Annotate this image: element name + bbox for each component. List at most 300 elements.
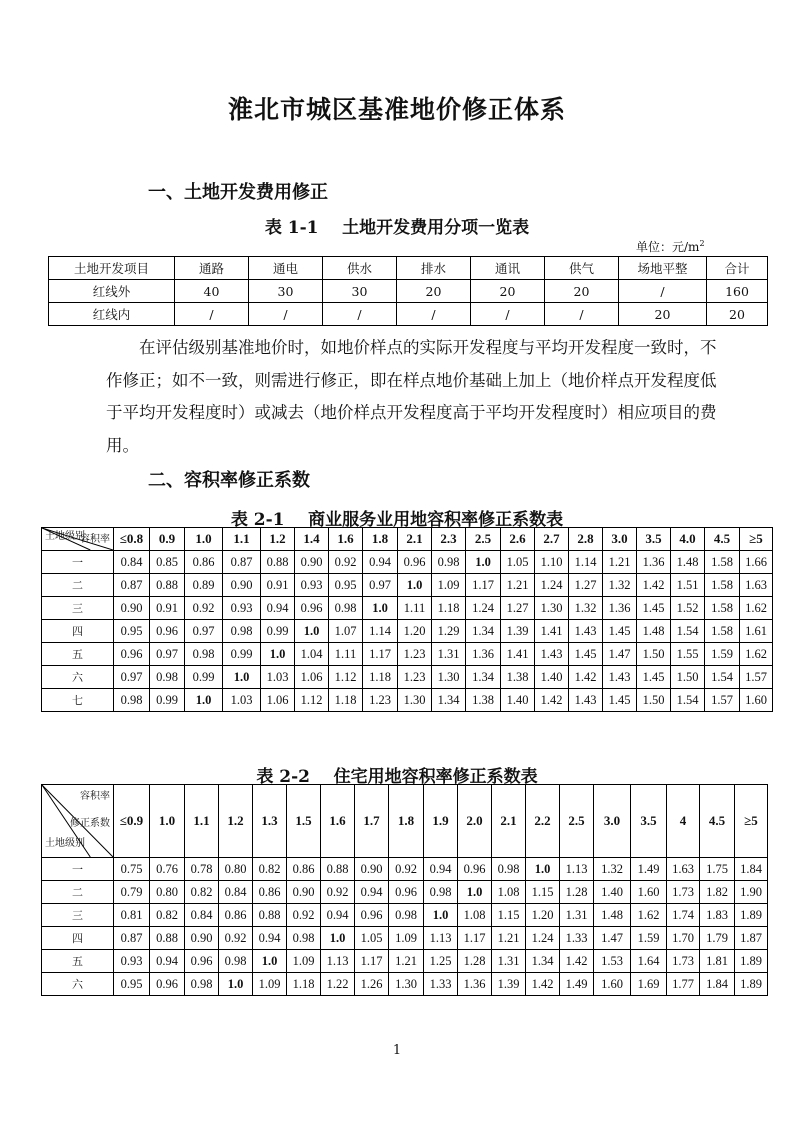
table-cell: 0.92 — [219, 927, 253, 950]
table-cell: 1.83 — [700, 904, 735, 927]
table-cell: 0.88 — [321, 858, 355, 881]
table-cell: 0.93 — [295, 574, 329, 597]
table-cell: / — [471, 303, 545, 326]
table-cell: 1.70 — [667, 927, 700, 950]
column-header: 2.8 — [569, 528, 603, 551]
table-cell: 1.38 — [501, 666, 535, 689]
table-cell: 1.60 — [740, 689, 773, 712]
table-cell: 1.45 — [569, 643, 603, 666]
column-header: 1.2 — [261, 528, 295, 551]
table-cell: 1.24 — [535, 574, 569, 597]
table-cell: 0.96 — [295, 597, 329, 620]
table-cell: 1.58 — [705, 597, 740, 620]
table-2-1-body — [42, 528, 773, 712]
column-header: 通电 — [249, 257, 323, 280]
land-grade-label: 六 — [42, 666, 114, 689]
table-cell: 0.98 — [223, 620, 261, 643]
corner-label-land-grade: 土地级别 — [45, 531, 85, 542]
paragraph-text: 在评估级别基准地价时，如地价样点的实际开发程度与平均开发程度一致时，不作修正；如不一致，则需进行修正，即在样点地价基础上加上（地价样点开发程度低于平均开发程度时）或减去（地价样点开发程度高于平均开发程度时）相应项目的费用。 — [106, 338, 717, 455]
column-header: 1.0 — [185, 528, 223, 551]
table-cell: 0.81 — [114, 904, 150, 927]
table-cell: 1.0 — [261, 643, 295, 666]
land-grade-label: 一 — [42, 551, 114, 574]
table-cell: 1.15 — [526, 881, 560, 904]
table-cell: 1.42 — [535, 689, 569, 712]
table-cell: 0.90 — [223, 574, 261, 597]
table-cell: 1.20 — [526, 904, 560, 927]
table-cell: 1.45 — [603, 620, 637, 643]
table-cell: 0.90 — [185, 927, 219, 950]
table-row — [42, 858, 768, 881]
table-cell: 160 — [707, 280, 768, 303]
table-cell: 0.80 — [219, 858, 253, 881]
table-cell: 0.88 — [261, 551, 295, 574]
table-row — [49, 303, 768, 326]
table-cell: 1.24 — [526, 927, 560, 950]
table-cell: 1.89 — [735, 904, 768, 927]
land-grade-label: 三 — [42, 904, 114, 927]
table-cell: 1.03 — [223, 689, 261, 712]
table-header-row — [42, 785, 768, 858]
table-cell: 1.58 — [705, 551, 740, 574]
table-cell: 1.40 — [535, 666, 569, 689]
column-header: 通讯 — [471, 257, 545, 280]
table-2-2-caption: 表 2-2 住宅用地容积率修正系数表 — [256, 767, 538, 787]
table-cell: 0.97 — [185, 620, 223, 643]
column-header: 2.5 — [560, 785, 594, 858]
table-cell: 1.39 — [501, 620, 535, 643]
table-cell: 1.40 — [594, 881, 631, 904]
table-cell: / — [545, 303, 619, 326]
table-cell: 0.99 — [261, 620, 295, 643]
table-cell: 1.59 — [631, 927, 667, 950]
column-header: 合计 — [707, 257, 768, 280]
table-cell: 1.17 — [355, 950, 389, 973]
table-cell: 1.62 — [631, 904, 667, 927]
table-cell: 1.25 — [424, 950, 458, 973]
table-cell: 1.30 — [535, 597, 569, 620]
table-cell: 0.97 — [363, 574, 398, 597]
table-cell: 1.17 — [363, 643, 398, 666]
column-header: ≥5 — [740, 528, 773, 551]
table-row — [42, 881, 768, 904]
column-header: 3.0 — [594, 785, 631, 858]
table-cell: 1.0 — [458, 881, 492, 904]
table-row — [42, 904, 768, 927]
table-1-1-caption: 表 1-1 土地开发费用分项一览表 — [264, 218, 530, 238]
table-cell: 1.0 — [424, 904, 458, 927]
column-header: 2.3 — [432, 528, 466, 551]
table-row — [42, 950, 768, 973]
table-cell: 20 — [707, 303, 768, 326]
table-cell: 0.84 — [114, 551, 150, 574]
table-cell: 1.09 — [253, 973, 287, 996]
table-cell: 0.93 — [223, 597, 261, 620]
land-grade-label: 二 — [42, 881, 114, 904]
diagonal-header-cell — [42, 785, 114, 858]
table-cell: 1.06 — [261, 689, 295, 712]
table-cell: 0.96 — [114, 643, 150, 666]
page-number: 1 — [392, 1043, 402, 1058]
table-cell: 1.60 — [594, 973, 631, 996]
table-cell: 1.09 — [287, 950, 321, 973]
table-cell: 0.82 — [253, 858, 287, 881]
table-cell: 1.07 — [329, 620, 363, 643]
commercial-far-correction-table — [41, 527, 773, 712]
table-cell: 1.63 — [667, 858, 700, 881]
table-cell: 20 — [471, 280, 545, 303]
table-cell: 0.96 — [150, 620, 185, 643]
column-header: 供气 — [545, 257, 619, 280]
table-cell: 1.10 — [535, 551, 569, 574]
table-cell: 1.57 — [740, 666, 773, 689]
table-cell: 1.54 — [671, 620, 705, 643]
table-cell: 1.42 — [569, 666, 603, 689]
table-cell: 1.90 — [735, 881, 768, 904]
table-cell: 1.28 — [458, 950, 492, 973]
table-cell: 1.57 — [705, 689, 740, 712]
table-row — [42, 973, 768, 996]
column-header: ≥5 — [735, 785, 768, 858]
table-cell: 1.30 — [389, 973, 424, 996]
column-header: 3.0 — [603, 528, 637, 551]
table-cell: 0.98 — [185, 643, 223, 666]
table-cell: 0.88 — [150, 574, 185, 597]
table-cell: 1.54 — [671, 689, 705, 712]
table-cell: 1.50 — [637, 643, 671, 666]
table-cell: 0.98 — [492, 858, 526, 881]
unit-label — [636, 238, 705, 255]
table-1-body — [49, 257, 768, 326]
table-cell: 1.74 — [667, 904, 700, 927]
table-cell: 20 — [619, 303, 707, 326]
table-cell: 1.34 — [466, 666, 501, 689]
table-cell: 1.42 — [560, 950, 594, 973]
table-cell: 0.90 — [114, 597, 150, 620]
table-cell: 0.89 — [185, 574, 223, 597]
table-cell: 1.31 — [560, 904, 594, 927]
table-cell: 1.11 — [398, 597, 432, 620]
column-header: 1.8 — [389, 785, 424, 858]
table-cell: 1.53 — [594, 950, 631, 973]
table-cell: 1.61 — [740, 620, 773, 643]
table-cell: 0.86 — [219, 904, 253, 927]
table-cell: 1.50 — [637, 689, 671, 712]
column-header: 1.8 — [363, 528, 398, 551]
land-grade-label: 一 — [42, 858, 114, 881]
table-cell: 1.22 — [321, 973, 355, 996]
land-grade-label: 五 — [42, 643, 114, 666]
table-cell: 0.90 — [287, 881, 321, 904]
table-cell: 1.08 — [458, 904, 492, 927]
table-cell: 1.0 — [253, 950, 287, 973]
table-cell: 1.30 — [432, 666, 466, 689]
table-cell: 0.98 — [432, 551, 466, 574]
corner-label-far: 容积率 — [80, 791, 110, 802]
column-header: ≤0.9 — [114, 785, 150, 858]
table-cell: 0.90 — [355, 858, 389, 881]
table-cell: 1.23 — [398, 666, 432, 689]
table-cell: 0.76 — [150, 858, 185, 881]
column-header: 2.0 — [458, 785, 492, 858]
table-cell: 1.66 — [740, 551, 773, 574]
table-cell: 1.40 — [501, 689, 535, 712]
table-cell: 1.0 — [363, 597, 398, 620]
table-cell: 1.32 — [594, 858, 631, 881]
row-label: 红线外 — [49, 280, 175, 303]
table-cell: 0.93 — [114, 950, 150, 973]
column-header: 3.5 — [631, 785, 667, 858]
table-cell: 1.05 — [501, 551, 535, 574]
table-cell: 1.30 — [398, 689, 432, 712]
table-cell: 1.09 — [389, 927, 424, 950]
land-grade-label: 四 — [42, 927, 114, 950]
table-cell: 1.77 — [667, 973, 700, 996]
table-cell: 1.12 — [329, 666, 363, 689]
column-header: 2.1 — [398, 528, 432, 551]
table-row — [42, 643, 773, 666]
unit-superscript: 2 — [699, 239, 705, 248]
table-cell: 1.43 — [603, 666, 637, 689]
column-header: 2.2 — [526, 785, 560, 858]
column-header: 1.1 — [185, 785, 219, 858]
table-cell: 1.0 — [295, 620, 329, 643]
column-header: 土地开发项目 — [49, 257, 175, 280]
column-header: 4.5 — [705, 528, 740, 551]
table-cell: 1.73 — [667, 881, 700, 904]
land-grade-label: 二 — [42, 574, 114, 597]
table-cell: 1.0 — [398, 574, 432, 597]
table-cell: 1.28 — [560, 881, 594, 904]
table-cell: 0.79 — [114, 881, 150, 904]
table-cell: 1.14 — [569, 551, 603, 574]
table-cell: 1.42 — [637, 574, 671, 597]
column-header: 4.5 — [700, 785, 735, 858]
table-row — [42, 689, 773, 712]
table-cell: 0.85 — [150, 551, 185, 574]
table-cell: 0.98 — [329, 597, 363, 620]
table-cell: 1.17 — [458, 927, 492, 950]
table-cell: 1.23 — [398, 643, 432, 666]
column-header: 2.5 — [466, 528, 501, 551]
table-cell: 0.84 — [219, 881, 253, 904]
table-cell: 1.21 — [501, 574, 535, 597]
table-cell: 1.43 — [569, 689, 603, 712]
table-header-row — [42, 528, 773, 551]
table-cell: 0.87 — [223, 551, 261, 574]
table-cell: 1.0 — [526, 858, 560, 881]
table-cell: 0.91 — [150, 597, 185, 620]
table-cell: 1.09 — [432, 574, 466, 597]
column-header: 1.7 — [355, 785, 389, 858]
table-cell: 0.96 — [389, 881, 424, 904]
table-cell: 0.98 — [150, 666, 185, 689]
table-cell: 0.96 — [398, 551, 432, 574]
column-header: 0.9 — [150, 528, 185, 551]
table-cell: 1.08 — [492, 881, 526, 904]
table-cell: 0.94 — [150, 950, 185, 973]
table-cell: / — [397, 303, 471, 326]
table-cell: 0.98 — [185, 973, 219, 996]
table-cell: 0.98 — [424, 881, 458, 904]
table-cell: 1.03 — [261, 666, 295, 689]
column-header: 4.0 — [671, 528, 705, 551]
table-cell: 0.78 — [185, 858, 219, 881]
corner-label-land-grade: 土地级别 — [45, 838, 85, 849]
table-cell: 1.48 — [594, 904, 631, 927]
table-cell: 20 — [545, 280, 619, 303]
land-grade-label: 六 — [42, 973, 114, 996]
table-cell: 0.98 — [389, 904, 424, 927]
table-cell: 1.59 — [705, 643, 740, 666]
table-cell: 1.0 — [219, 973, 253, 996]
column-header: 1.6 — [321, 785, 355, 858]
table-cell: 1.51 — [671, 574, 705, 597]
table-cell: 1.21 — [603, 551, 637, 574]
corner-label-coefficient: 修正系数 — [70, 818, 110, 829]
table-cell: 30 — [249, 280, 323, 303]
table-cell: 1.43 — [569, 620, 603, 643]
table-cell: 0.94 — [261, 597, 295, 620]
unit-text: 单位：元/m — [636, 240, 700, 254]
table-cell: 1.18 — [363, 666, 398, 689]
column-header: 1.0 — [150, 785, 185, 858]
table-cell: 1.49 — [631, 858, 667, 881]
table-cell: 1.84 — [735, 858, 768, 881]
table-cell: 1.21 — [492, 927, 526, 950]
table-cell: 0.96 — [185, 950, 219, 973]
column-header: 4 — [667, 785, 700, 858]
table-cell: 0.90 — [295, 551, 329, 574]
table-cell: 0.80 — [150, 881, 185, 904]
table-cell: 1.41 — [501, 643, 535, 666]
table-cell: 1.13 — [321, 950, 355, 973]
table-cell: 1.62 — [740, 597, 773, 620]
table-cell: 1.13 — [424, 927, 458, 950]
column-header: 1.6 — [329, 528, 363, 551]
table-cell: 0.92 — [389, 858, 424, 881]
table-cell: 0.94 — [363, 551, 398, 574]
table-cell: 1.73 — [667, 950, 700, 973]
table-cell: 1.18 — [287, 973, 321, 996]
residential-far-correction-table — [41, 784, 768, 996]
table-cell: 0.94 — [253, 927, 287, 950]
table-cell: 0.95 — [114, 973, 150, 996]
table-cell: 1.36 — [603, 597, 637, 620]
land-grade-label: 四 — [42, 620, 114, 643]
column-header: 2.1 — [492, 785, 526, 858]
table-cell: 1.64 — [631, 950, 667, 973]
table-cell: 1.31 — [432, 643, 466, 666]
table-cell: 0.95 — [114, 620, 150, 643]
table-cell: / — [175, 303, 249, 326]
corner-label-far: 容积率 — [80, 534, 110, 545]
table-row — [42, 551, 773, 574]
table-cell: 0.99 — [223, 643, 261, 666]
row-label: 红线内 — [49, 303, 175, 326]
table-header-row — [49, 257, 768, 280]
table-cell: 0.87 — [114, 574, 150, 597]
table-cell: 1.21 — [389, 950, 424, 973]
table-cell: 1.12 — [295, 689, 329, 712]
table-cell: 1.63 — [740, 574, 773, 597]
table-cell: / — [323, 303, 397, 326]
table-cell: 0.96 — [150, 973, 185, 996]
table-cell: 40 — [175, 280, 249, 303]
table-cell: 1.06 — [295, 666, 329, 689]
table-cell: 1.0 — [321, 927, 355, 950]
table-cell: 1.84 — [700, 973, 735, 996]
table-cell: 1.20 — [398, 620, 432, 643]
table-cell: 1.0 — [185, 689, 223, 712]
table-cell: 20 — [397, 280, 471, 303]
table-cell: 0.99 — [150, 689, 185, 712]
table-cell: 0.99 — [185, 666, 223, 689]
table-cell: 0.86 — [185, 551, 223, 574]
table-cell: 1.55 — [671, 643, 705, 666]
table-cell: 0.94 — [424, 858, 458, 881]
land-development-cost-table — [48, 256, 768, 326]
table-cell: 1.87 — [735, 927, 768, 950]
table-cell: 0.96 — [355, 904, 389, 927]
table-cell: 0.86 — [287, 858, 321, 881]
table-cell: 1.89 — [735, 973, 768, 996]
table-cell: 1.18 — [432, 597, 466, 620]
table-cell: 1.24 — [466, 597, 501, 620]
table-row — [49, 280, 768, 303]
table-cell: 1.39 — [492, 973, 526, 996]
table-cell: 1.45 — [637, 666, 671, 689]
table-cell: 0.98 — [219, 950, 253, 973]
table-cell: 0.91 — [261, 574, 295, 597]
column-header: 1.9 — [424, 785, 458, 858]
table-cell: 1.47 — [594, 927, 631, 950]
table-cell: 1.33 — [424, 973, 458, 996]
table-cell: 1.52 — [671, 597, 705, 620]
table-cell: 1.34 — [526, 950, 560, 973]
table-cell: 1.27 — [501, 597, 535, 620]
table-cell: 0.92 — [329, 551, 363, 574]
table-cell: 1.04 — [295, 643, 329, 666]
table-cell: 0.92 — [287, 904, 321, 927]
table-cell: 0.95 — [329, 574, 363, 597]
table-cell: 0.98 — [287, 927, 321, 950]
table-cell: 1.29 — [432, 620, 466, 643]
table-cell: 1.48 — [637, 620, 671, 643]
column-header: 2.6 — [501, 528, 535, 551]
table-cell: 1.36 — [458, 973, 492, 996]
table-cell: 0.92 — [321, 881, 355, 904]
table-cell: 1.69 — [631, 973, 667, 996]
table-cell: 1.75 — [700, 858, 735, 881]
document-title: 淮北市城区基准地价修正体系 — [227, 95, 566, 124]
table-cell: 1.33 — [560, 927, 594, 950]
table-cell: 1.36 — [637, 551, 671, 574]
column-header: 1.4 — [295, 528, 329, 551]
table-cell: 1.0 — [223, 666, 261, 689]
table-cell: 0.84 — [185, 904, 219, 927]
table-cell: 0.75 — [114, 858, 150, 881]
table-cell: 0.86 — [253, 881, 287, 904]
table-cell: 1.49 — [560, 973, 594, 996]
table-cell: 1.58 — [705, 620, 740, 643]
table-cell: 1.50 — [671, 666, 705, 689]
table-cell: 0.97 — [150, 643, 185, 666]
column-header: 通路 — [175, 257, 249, 280]
table-cell: 0.94 — [355, 881, 389, 904]
table-row — [42, 666, 773, 689]
table-cell: 1.82 — [700, 881, 735, 904]
